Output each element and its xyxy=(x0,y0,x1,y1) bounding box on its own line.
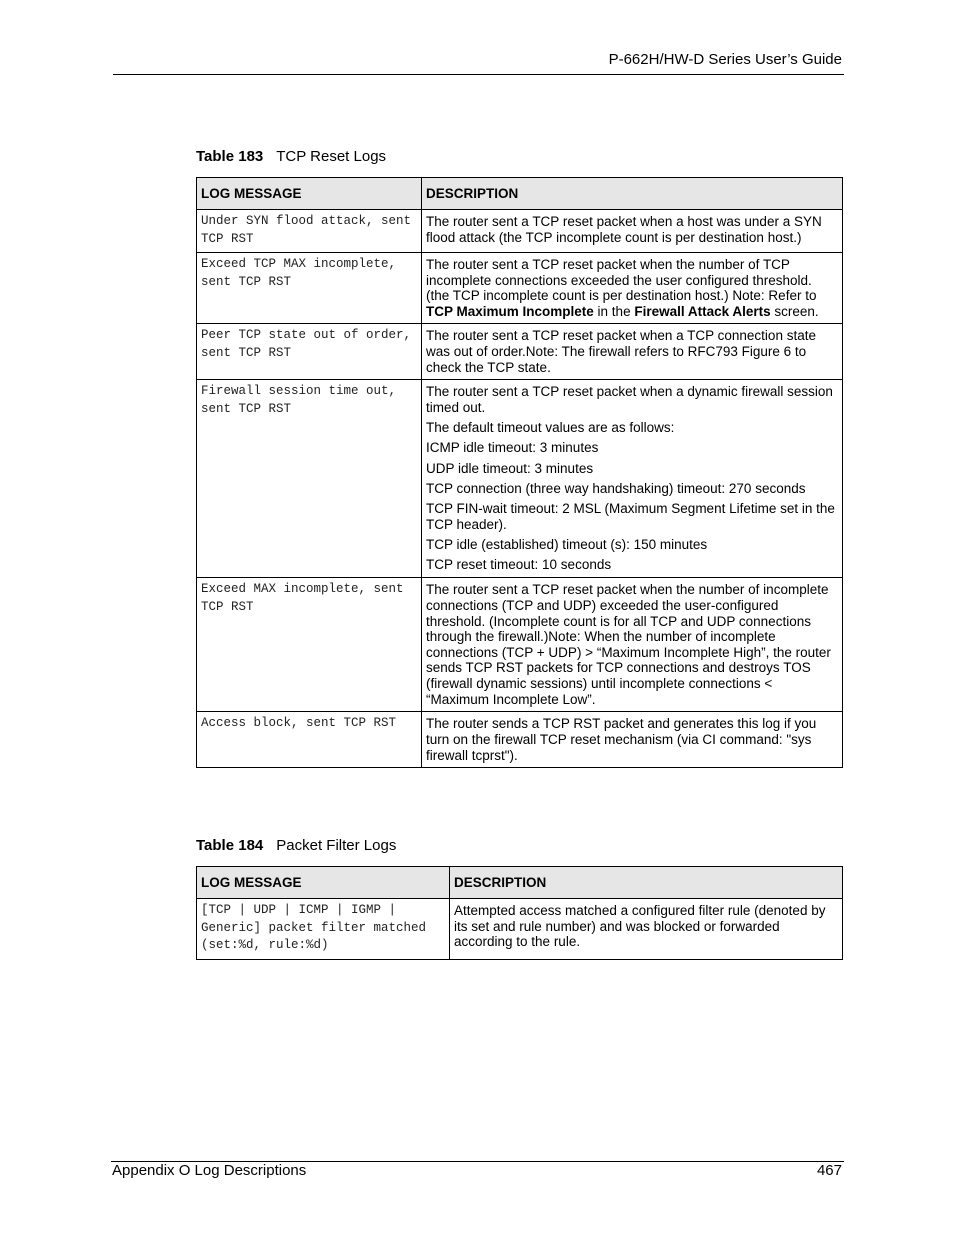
table-row xyxy=(197,324,843,380)
table-header-row xyxy=(197,178,843,210)
description-text: The router sent a TCP reset packet when a dynamic firewall session timed out. xyxy=(426,384,833,415)
description-text: The router sends a TCP RST packet and generates this log if you turn on the firewall TCP reset mechanism (via CI command: "sys firewall tcprst"). xyxy=(426,716,817,763)
log-message-cell: Access block, sent TCP RST xyxy=(197,712,422,768)
description-text: The router sent a TCP reset packet when the number of incomplete connections (TCP and UDP) exceeded the user-configured threshold. (Incomplete count is for all TCP and UDP connections through the firewall.)Note: When the number of incomplete connections (TCP + UDP) > “Maximum Incomplete High”, the router sends TCP RST packets for TCP connections and destroys TOS (firewall dynamic sessions) until incomplete connections < “Maximum Incomplete Low”. xyxy=(426,582,831,707)
page-number: 467 xyxy=(816,1162,842,1179)
description-text: Attempted access matched a configured filter rule (denoted by its set and rule number) and was blocked or forwarded according to the rule. xyxy=(454,903,826,950)
table-row xyxy=(197,253,843,324)
description-cell xyxy=(422,380,843,578)
tcp-reset-logs-table xyxy=(196,177,843,768)
description-cell xyxy=(422,712,843,768)
description-text: TCP idle (established) timeout (s): 150 minutes xyxy=(426,536,708,552)
log-message-cell: Exceed MAX incomplete, sent TCP RST xyxy=(197,578,422,712)
description-cell xyxy=(422,578,843,712)
description-text-part: in the xyxy=(593,303,635,319)
description-text: TCP FIN-wait timeout: 2 MSL (Maximum Segment Lifetime set in the TCP header). xyxy=(426,500,835,532)
table-184-number: Table 184 xyxy=(196,837,264,854)
description-text: TCP reset timeout: 10 seconds xyxy=(426,556,612,572)
table-183-title: TCP Reset Logs xyxy=(276,148,387,165)
description-text-part: The router sent a TCP reset packet when the number of TCP incomplete connections exceeded the user configured threshold. (the TCP incomplete count is per destination host.) Note: Refer to xyxy=(426,257,817,304)
screen-name-bold: Firewall Attack Alerts xyxy=(634,303,771,319)
column-header-description: DESCRIPTION xyxy=(422,178,843,210)
description-text: The router sent a TCP reset packet when a TCP connection state was out of order.Note: The firewall refers to RFC793 Figure 6 to check the TCP state. xyxy=(426,328,816,375)
description-cell xyxy=(422,210,843,253)
header-divider xyxy=(113,74,844,75)
description-cell xyxy=(422,253,843,324)
column-header-log-message: LOG MESSAGE xyxy=(197,867,450,899)
description-text: TCP connection (three way handshaking) timeout: 270 seconds xyxy=(426,480,806,496)
table-row xyxy=(197,712,843,768)
table-row xyxy=(197,578,843,712)
log-message-cell: [TCP | UDP | ICMP | IGMP | Generic] packet filter matched (set:%d, rule:%d) xyxy=(197,899,450,960)
column-header-description: DESCRIPTION xyxy=(450,867,843,899)
description-text-part: screen. xyxy=(770,303,819,319)
column-header-log-message: LOG MESSAGE xyxy=(197,178,422,210)
table-184-title: Packet Filter Logs xyxy=(276,837,397,854)
log-message-cell: Peer TCP state out of order, sent TCP RST xyxy=(197,324,422,380)
table-183-number: Table 183 xyxy=(196,148,264,165)
setting-name-bold: TCP Maximum Incomplete xyxy=(426,303,594,319)
table-header-row xyxy=(197,867,843,899)
description-cell xyxy=(422,324,843,380)
description-text: ICMP idle timeout: 3 minutes xyxy=(426,440,599,456)
description-text: UDP idle timeout: 3 minutes xyxy=(426,460,594,476)
table-184-caption xyxy=(196,837,396,854)
table-row xyxy=(197,210,843,253)
description-cell xyxy=(450,899,843,960)
footer-section-title: Appendix O Log Descriptions xyxy=(112,1162,307,1179)
table-row xyxy=(197,899,843,960)
log-message-cell: Under SYN flood attack, sent TCP RST xyxy=(197,210,422,253)
log-message-cell: Firewall session time out, sent TCP RST xyxy=(197,380,422,578)
packet-filter-logs-table xyxy=(196,866,843,960)
log-message-cell: Exceed TCP MAX incomplete, sent TCP RST xyxy=(197,253,422,324)
page-header-title: P-662H/HW-D Series User’s Guide xyxy=(608,51,842,68)
description-text: The default timeout values are as follows: xyxy=(426,420,675,436)
description-text xyxy=(426,257,838,319)
table-row xyxy=(197,380,843,578)
table-183-caption xyxy=(196,148,386,165)
description-text: The router sent a TCP reset packet when a host was under a SYN flood attack (the TCP incomplete count is per destination host.) xyxy=(426,214,822,245)
